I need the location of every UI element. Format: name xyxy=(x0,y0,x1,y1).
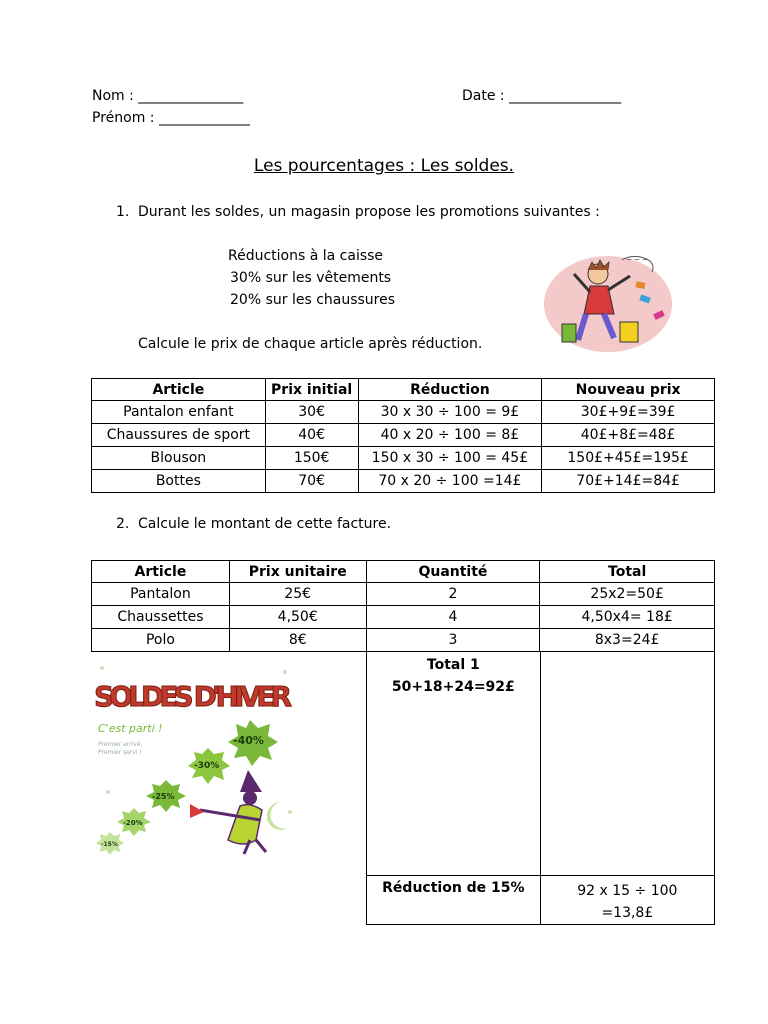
table-header: Prix initial xyxy=(265,379,358,401)
table-header: Article xyxy=(92,379,266,401)
table-cell: 30 x 30 ÷ 100 = 9£ xyxy=(358,401,542,424)
total1-cell xyxy=(367,652,541,876)
q1-instruction: Calcule le prix de chaque article après réduction. xyxy=(138,336,483,352)
table-cell: 70€ xyxy=(265,470,358,493)
q1-text: Durant les soldes, un magasin propose les promotions suivantes : xyxy=(138,204,600,220)
promo-line-2: 30% sur les vêtements xyxy=(230,270,392,286)
table-header: Réduction xyxy=(358,379,542,401)
badge-25: -25% xyxy=(152,792,175,801)
table-cell: Chaussettes xyxy=(92,606,230,629)
q1-number: 1. xyxy=(116,204,130,220)
table-header: Prix unitaire xyxy=(229,561,366,583)
poster-small-2: Premier servi ! xyxy=(98,749,142,756)
table-cell: 70£+14£=84£ xyxy=(542,470,715,493)
table-cell: Pantalon xyxy=(92,583,230,606)
table-row xyxy=(92,401,715,424)
table-header: Total xyxy=(540,561,715,583)
table-cell: 150£+45£=195£ xyxy=(542,447,715,470)
badge-20: -20% xyxy=(123,819,143,827)
reduction-value-line1: 92 x 15 ÷ 100 xyxy=(577,883,678,899)
total1-value: 50+18+24=92£ xyxy=(391,679,515,695)
table-cell: 150€ xyxy=(265,447,358,470)
table-cell: 8€ xyxy=(229,629,366,652)
table-cell: 2 xyxy=(366,583,540,606)
promo-line-3: 20% sur les chaussures xyxy=(230,292,396,308)
table-cell: Polo xyxy=(92,629,230,652)
svg-text:~ ~ ~: ~ ~ ~ xyxy=(626,256,649,264)
total1-label: Total 1 xyxy=(426,657,480,673)
q2-total-table xyxy=(366,651,715,925)
table-cell: 40€ xyxy=(265,424,358,447)
table-row xyxy=(92,447,715,470)
table-cell: 150 x 30 ÷ 100 = 45£ xyxy=(358,447,542,470)
q2-number: 2. xyxy=(116,516,130,532)
table-cell: 30€ xyxy=(265,401,358,424)
badge-15: -15% xyxy=(101,841,118,848)
table-cell: Chaussures de sport xyxy=(92,424,266,447)
nom-field: Nom : _______________ xyxy=(92,88,244,104)
q1-table xyxy=(91,378,715,493)
table-row xyxy=(92,470,715,493)
poster-title: SOLDES D'HIVER xyxy=(94,680,292,713)
table-cell: 40 x 20 ÷ 100 = 8£ xyxy=(358,424,542,447)
table-header: Nouveau prix xyxy=(542,379,715,401)
page-title: Les pourcentages : Les soldes. xyxy=(253,156,515,176)
table-cell: 8x3=24£ xyxy=(540,629,715,652)
total1-empty-cell xyxy=(540,652,714,876)
table-row xyxy=(92,424,715,447)
table-cell: 25€ xyxy=(229,583,366,606)
table-cell: 25x2=50£ xyxy=(540,583,715,606)
table-cell: Bottes xyxy=(92,470,266,493)
reduction-value-cell xyxy=(540,876,714,925)
q2-text: Calcule le montant de cette facture. xyxy=(138,516,392,532)
reduction-label-cell: Réduction de 15% xyxy=(367,876,541,925)
table-cell: 30£+9£=39£ xyxy=(542,401,715,424)
prenom-field: Prénom : _____________ xyxy=(92,110,250,126)
table-row xyxy=(92,629,715,652)
table-cell: 4,50x4= 18£ xyxy=(540,606,715,629)
poster-subtitle: C'est parti ! xyxy=(98,722,163,735)
promo-line-1: Réductions à la caisse xyxy=(228,248,384,264)
table-header: Article xyxy=(92,561,230,583)
reduction-value-line2: =13,8£ xyxy=(601,905,654,921)
table-cell: Blouson xyxy=(92,447,266,470)
table-cell: 3 xyxy=(366,629,540,652)
shopper-illustration xyxy=(540,248,690,354)
table-cell: 4,50€ xyxy=(229,606,366,629)
poster-small-1: Premier arrivé, xyxy=(98,741,143,748)
badge-40: -40% xyxy=(233,734,264,747)
table-cell: 40£+8£=48£ xyxy=(542,424,715,447)
table-cell: 70 x 20 ÷ 100 =14£ xyxy=(358,470,542,493)
table-cell: Pantalon enfant xyxy=(92,401,266,424)
table-row xyxy=(92,583,715,606)
table-cell: 4 xyxy=(366,606,540,629)
table-header: Quantité xyxy=(366,561,540,583)
q2-table xyxy=(91,560,715,652)
date-field: Date : ________________ xyxy=(462,88,622,104)
soldes-poster xyxy=(90,662,300,858)
table-row xyxy=(92,606,715,629)
badge-30: -30% xyxy=(194,761,220,771)
